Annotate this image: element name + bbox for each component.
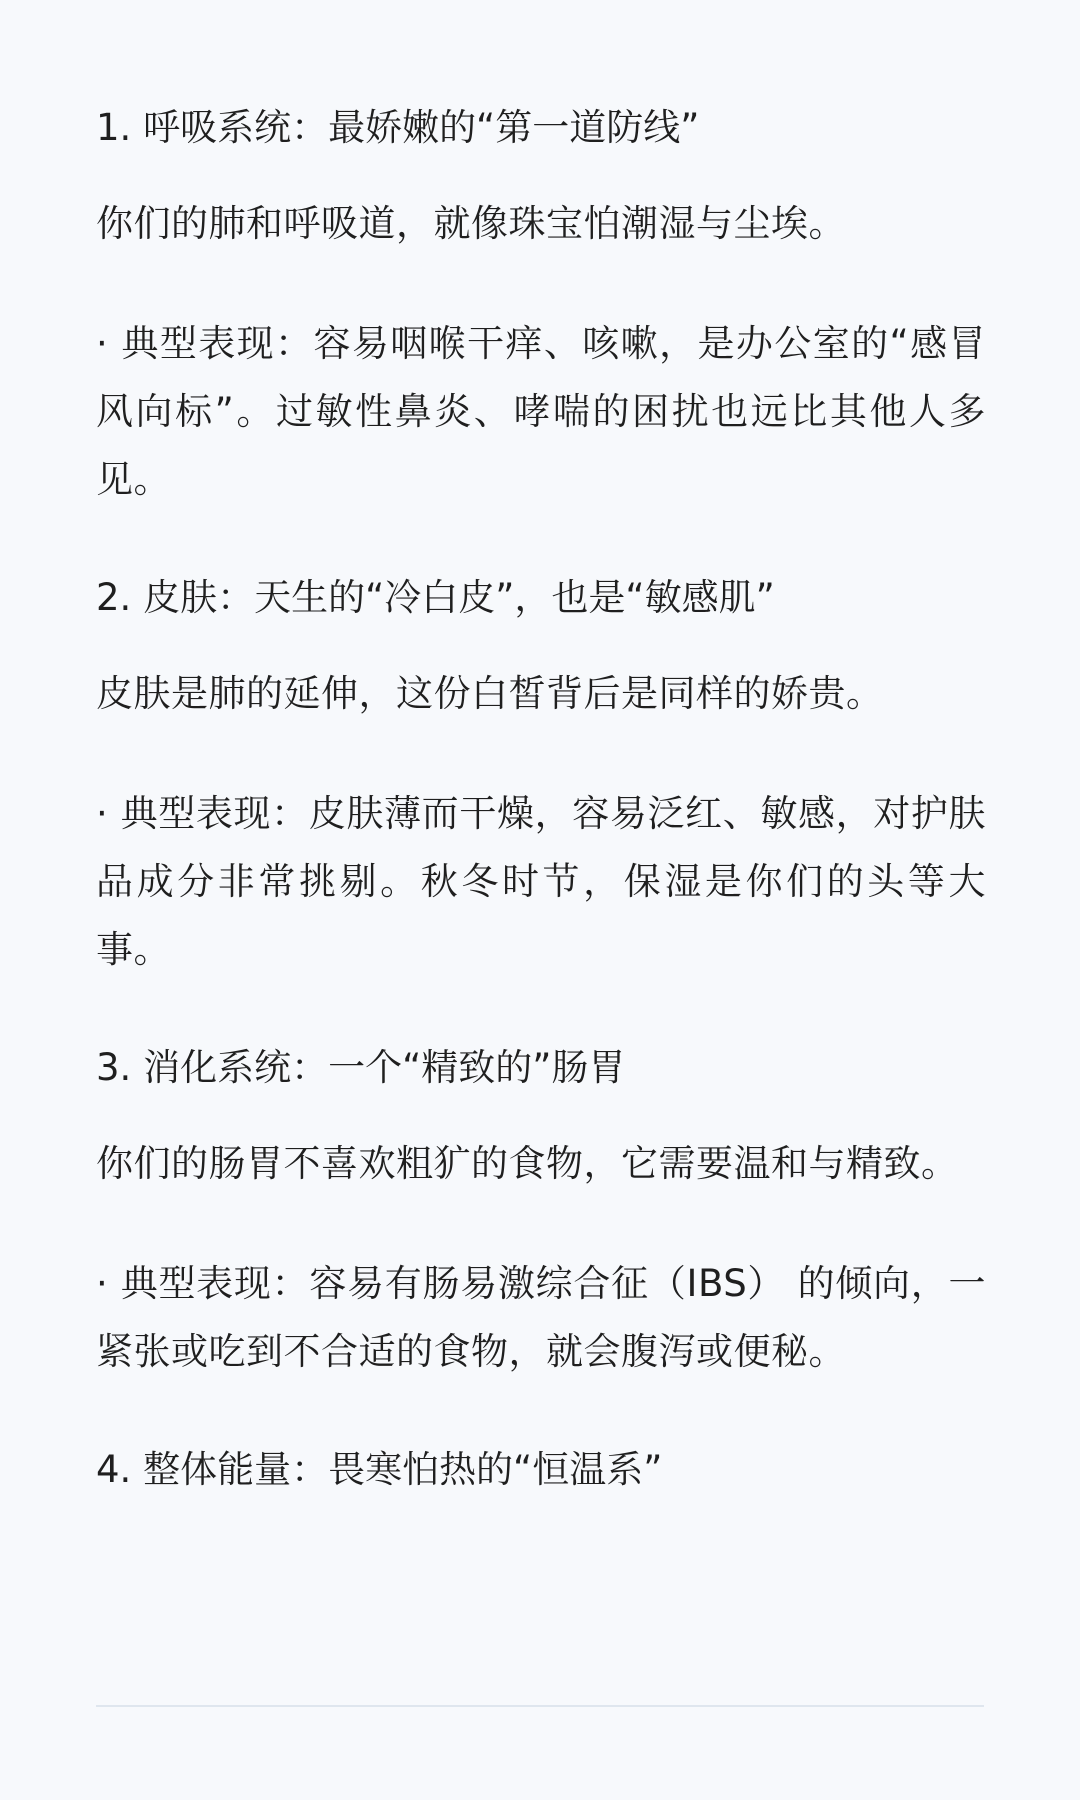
section-heading: 3. 消化系统：一个“精致的”肠胃 [96, 1046, 626, 1089]
section-intro: 你们的肠胃不喜欢粗犷的食物，它需要温和与精致。 [96, 1142, 959, 1185]
section-heading: 2. 皮肤：天生的“冷白皮”，也是“敏感肌” [96, 576, 775, 619]
section-detail: · 典型表现：容易咽喉干痒、咳嗽，是办公室的“感冒风向标”。过敏性鼻炎、哮喘的困扰也远比其他人多见。 [96, 322, 986, 501]
article-content [96, 96, 986, 1532]
section-heading: 1. 呼吸系统：最娇嫩的“第一道防线” [96, 106, 700, 149]
section-detail: · 典型表现：皮肤薄而干燥，容易泛红、敏感，对护肤品成分非常挑剔。秋冬时节，保湿是你们的头等大事。 [96, 792, 986, 971]
bottom-divider [96, 1705, 984, 1707]
section-intro: 你们的肺和呼吸道，就像珠宝怕潮湿与尘埃。 [96, 202, 846, 245]
section-detail: · 典型表现：容易有肠易激综合征（IBS） 的倾向，一紧张或吃到不合适的食物，就会腹泻或便秘。 [96, 1262, 986, 1373]
section-heading: 4. 整体能量：畏寒怕热的“恒温系” [96, 1448, 663, 1491]
section-intro: 皮肤是肺的延伸，这份白皙背后是同样的娇贵。 [96, 672, 884, 715]
